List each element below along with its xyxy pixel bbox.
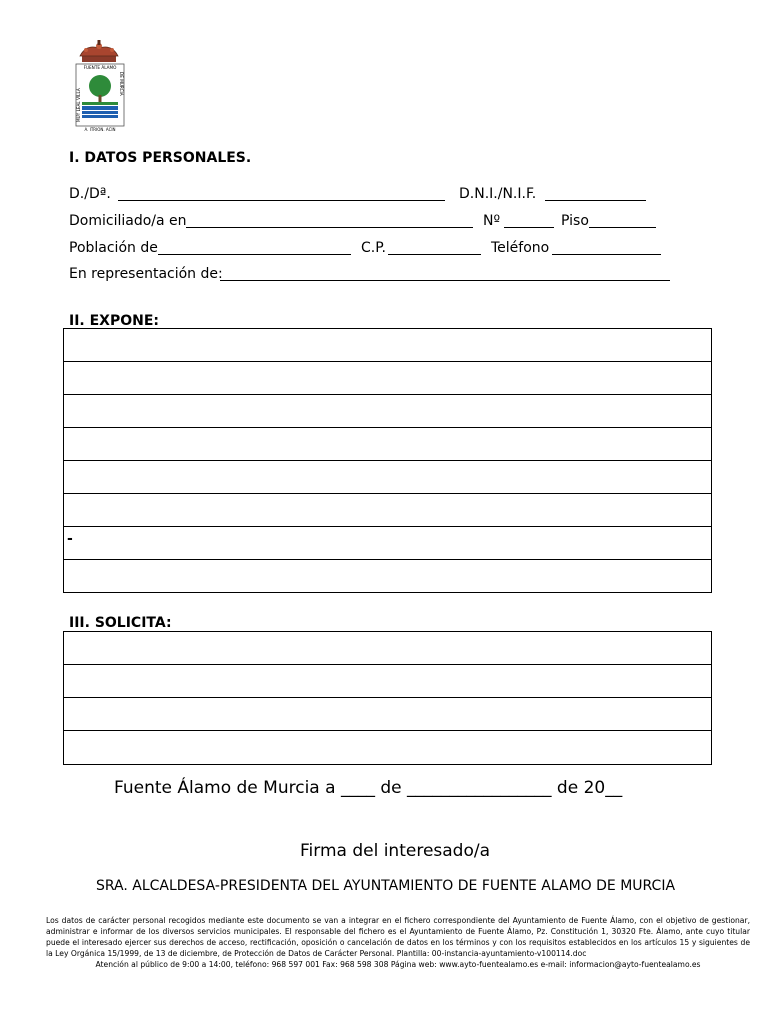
svg-text:FUENTE ÁLAMO: FUENTE ÁLAMO <box>83 65 117 70</box>
dash-mark: - <box>67 531 73 547</box>
date-day-blank[interactable]: ____ <box>340 778 375 798</box>
expone-line-3[interactable] <box>64 395 711 428</box>
piso-label: Piso <box>561 213 589 229</box>
numero-field[interactable] <box>504 227 554 228</box>
expone-line-6[interactable] <box>64 494 711 527</box>
svg-text:A. ITRION. ACIN: A. ITRION. ACIN <box>84 127 116 132</box>
don-field[interactable] <box>118 200 445 201</box>
representacion-field[interactable] <box>220 280 670 281</box>
svg-text:DE MURCIA: DE MURCIA <box>119 72 124 96</box>
solicita-line-3[interactable] <box>64 698 711 731</box>
date-de-2: de 20 <box>556 778 606 798</box>
dni-field[interactable] <box>545 200 646 201</box>
poblacion-label: Población de <box>69 240 158 256</box>
date-de-1: de <box>380 778 402 798</box>
crown-icon <box>80 40 118 62</box>
solicita-line-2[interactable] <box>64 665 711 698</box>
domicilio-label: Domiciliado/a en <box>69 213 187 229</box>
signature-label: Firma del interesado/a <box>300 841 491 861</box>
solicita-box <box>63 631 712 765</box>
telefono-label: Teléfono <box>491 240 550 256</box>
don-label: D./Dª. <box>69 186 111 202</box>
solicita-line-4[interactable] <box>64 731 711 764</box>
svg-text:MUY LEAL VILLA: MUY LEAL VILLA <box>76 88 81 122</box>
expone-line-7[interactable] <box>64 527 711 560</box>
cp-field[interactable] <box>388 254 481 255</box>
representacion-label: En representación de: <box>69 266 223 282</box>
cp-label: C.P. <box>361 240 386 256</box>
section-datos-personales-title: I. DATOS PERSONALES. <box>69 150 252 166</box>
numero-label: Nº <box>483 213 501 229</box>
contact-info: Atención al público de 9:00 a 14:00, teléfono: 968 597 001 Fax: 968 598 308 Página web: www.ayto-fuentealamo.es e-mail: informacion@ayto-fuentealamo.es <box>95 960 701 969</box>
addressee: SRA. ALCALDESA-PRESIDENTA DEL AYUNTAMIENTO DE FUENTE ALAMO DE MURCIA <box>96 878 676 894</box>
expone-line-5[interactable] <box>64 461 711 494</box>
legal-notice <box>46 915 750 970</box>
section-solicita-title: III. SOLICITA: <box>69 615 172 631</box>
date-place: Fuente Álamo de Murcia a <box>114 778 336 798</box>
expone-line-4[interactable] <box>64 428 711 461</box>
section-expone-title: II. EXPONE: <box>69 313 160 329</box>
expone-line-2[interactable] <box>64 362 711 395</box>
municipal-coat-of-arms-logo <box>62 40 138 135</box>
water-waves-icon <box>82 106 118 118</box>
solicita-line-1[interactable] <box>64 632 711 665</box>
expone-line-1[interactable] <box>64 329 711 362</box>
date-line <box>114 778 622 798</box>
poblacion-field[interactable] <box>158 254 351 255</box>
expone-box <box>63 328 712 593</box>
piso-field[interactable] <box>589 227 656 228</box>
date-year-blank[interactable]: __ <box>605 778 623 798</box>
expone-line-8[interactable] <box>64 560 711 593</box>
date-month-blank[interactable]: _________________ <box>407 778 552 798</box>
telefono-field[interactable] <box>552 254 661 255</box>
dni-label: D.N.I./N.I.F. <box>459 186 537 202</box>
legal-text: Los datos de carácter personal recogidos mediante este documento se van a integrar en el fichero correspondiente del Ayuntamiento de Fuente Álamo, con el objetivo de gestionar, administrar e informar de los diversos servicios municipales. El responsable del fichero es el Ayuntamiento de Fuente Álamo, Pz. Constitución 1, 30320 Fte. Álamo, ante cuyo titular puede el interesado ejercer sus derechos de acceso, rectificación, oposición o cancelación de datos en los términos y con los requisitos establecidos en los artículos 15 y siguientes de la Ley Orgánica 15/1999, de 13 de diciembre, de Protección de Datos de Carácter Personal. Plantilla: 00-instancia-ayuntamiento-v100114.doc <box>46 916 750 958</box>
domicilio-field[interactable] <box>186 227 473 228</box>
